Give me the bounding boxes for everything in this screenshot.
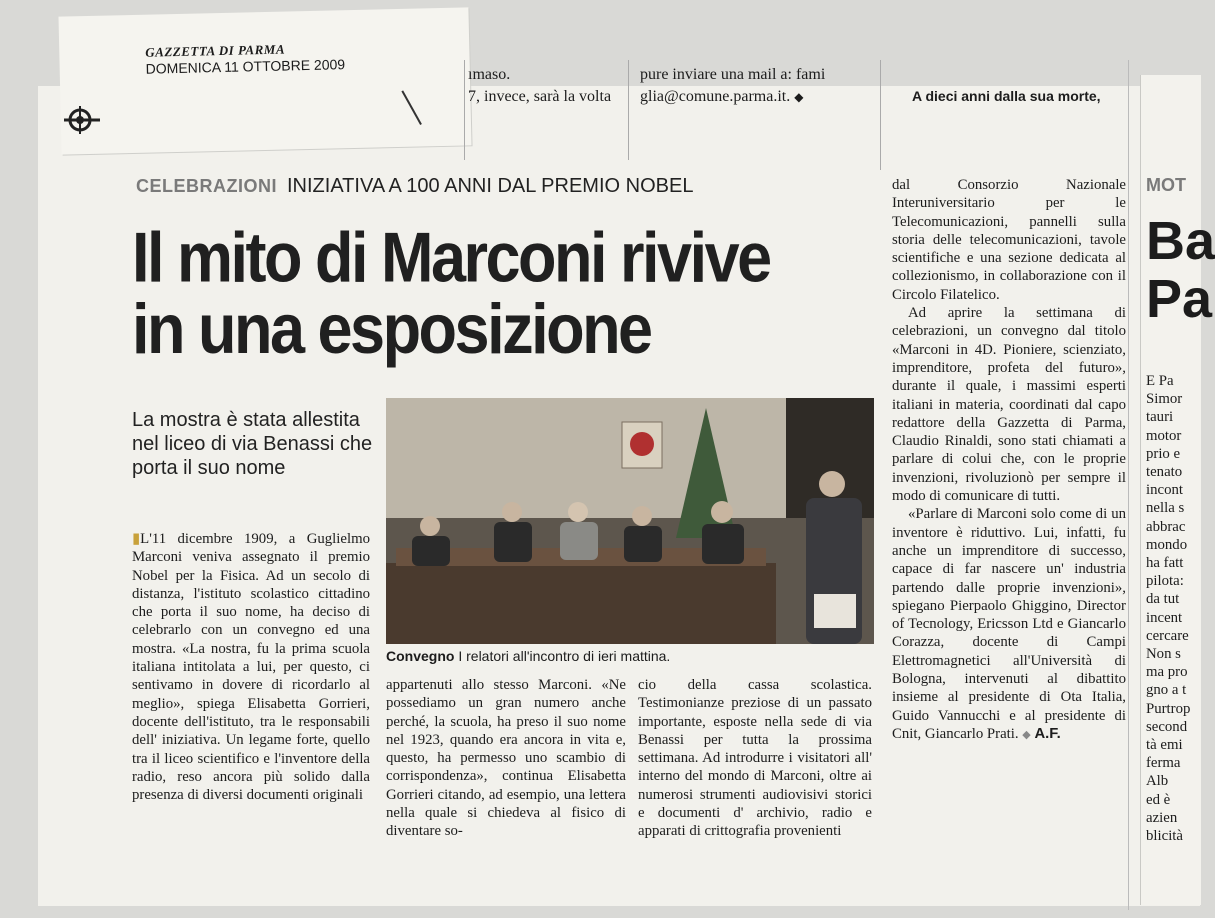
body-text: «Parlare di Marconi solo come di un inventore è riduttivo. Lui, infatti, fu anche un imprenditore di successo, capace di far nascere un' industria partendo dalle proprie invenzioni», spiegano Pierpaolo Ghiggino, Director of Tecnology, Ericsson Ltd e Giancarlo Corazza, docente di Campi Elettromagnetici all'Università di Bologna, intervenuti al dibattito insieme al presidente di Ota Italia, Guido Vannucchi e al presidente di Cnit, Giancarlo Prati. [892,506,1126,742]
adjacent-body-line: mondo [1146,536,1188,553]
article-column-2 [386,676,626,841]
summary: La mostra è stata allestita nel liceo di via Benassi che porta il suo nome [132,409,373,479]
column-rule [1128,60,1129,910]
paragraph-mark-icon: ▮ [132,531,141,547]
fragment-text: A dieci anni dalla sua morte, [912,88,1101,104]
headline [132,218,770,369]
adjacent-body-line: Purtrop [1146,700,1191,717]
body-text: L'11 dicembre 1909, a Guglielmo Marconi veniva assegnato il premio Nobel per la Fisica. Ad un secolo di distanza, l'istituto scolastico cittadino che porta il suo nome, ha deciso di celebrarlo con un convegno ed una mostra. «La nostra, fu la prima scuola italiana intitolata a lui, per questo, ci sentivamo in dovere di ricordarlo al meglio», spiega Elisabetta Gorrieri, docente dell'istituto, tra le responsabili dell' iniziativa. Un legame forte, quello tra il liceo scientifico e l'inventore della radio, reso ancora più solido dalla presenza di diversi documenti originali [132,531,370,804]
article-kicker [136,175,693,198]
adjacent-body-line: ma pro [1146,664,1188,681]
adjacent-body-line: prio e [1146,445,1181,462]
fragment-text: pure inviare una mail a: fami [640,66,826,83]
article-column-3 [638,676,872,841]
fragment-text: 7, invece, sarà la volta [468,88,612,105]
adjacent-body-line: Simor [1146,391,1183,408]
adjacent-body-line: ha fatt [1146,555,1184,572]
adjacent-headline-line: Pa [1146,269,1213,329]
issue-date: DOMENICA 11 OTTOBRE 2009 [145,56,346,77]
event-photo [386,398,874,644]
photo-caption [386,648,670,664]
caption-text: I relatori all'incontro di ieri mattina. [458,648,671,664]
adjacent-body-line: Non s [1146,646,1181,663]
column-rule [880,60,881,170]
source-name: GAZZETTA DI PARMA [145,41,286,60]
adjacent-body-line: Alb [1146,773,1169,790]
caption-label: Convegno [386,648,455,664]
adjacent-body-line: tenato [1146,464,1183,481]
clipping-label [58,7,471,154]
body-text: Ad aprire la settimana di celebrazioni, un convegno dal titolo «Marconi in 4D. Pioniere, scienziato, imprenditore, profeta del futuro», durante il quale, i massimi esperti italiani in materia, coordinati dal capo redattore della Gazzetta di Parma, Claudio Rinaldi, sono stati chiamati a parlare di colui che, con le proprie invenzioni, rivoluzionò per sempre il modo di comunicare di tutti. [892,305,1126,505]
column-rule [628,60,629,160]
kicker-text: INIZIATIVA A 100 ANNI DAL PREMIO NOBEL [287,175,694,197]
conference-image [386,398,874,644]
article-column-4 [892,176,1126,744]
adjacent-body [1146,372,1200,845]
body-text: dal Consorzio Nazionale Interuniversitario per le Telecomunicazioni, pannelli sulla storia delle telecomunicazioni, tavole scientifiche e una sezione dedicata al collezionismo, in collaborazione con il Circolo Filatelico. [892,177,1126,303]
fragment-text: ımaso. [468,66,511,83]
adjacent-headline [1146,211,1215,329]
body-text: appartenuti allo stesso Marconi. «Ne possediamo un gran numero anche perché, la scuola, ha preso il suo nome nel 1923, quando era ancora in vita e, questo, ha permesso uno scambio di corrispondenza», continua Elisabetta Gorrieri citando, ad esempio, una lettera nella quale si chiedeva al fisico di diventare so- [386,677,626,840]
press-logo-icon [62,100,102,140]
adjacent-headline-line: Ba [1146,211,1215,271]
adjacent-body-line: blicità [1146,828,1183,845]
adjacent-body-line: tà emi [1146,737,1183,754]
adjacent-body-line: ferma [1146,755,1181,772]
adjacent-body-line: second [1146,718,1188,735]
adjacent-category: MOT [1146,175,1186,195]
adjacent-body-line: da tut [1146,591,1180,608]
body-text: cio della cassa scolastica. Testimonianze preziose di un passato importante, esposte nella sede di via Benassi per tutta la prossima settimana. Ad introdurre i visitatori all' interno del mondo di Marconi, oltre ai numerosi strumenti audiovisivi storici e documenti d' archivio, radio e apparati di crittografia provenienti [638,677,872,840]
pen-mark-icon [398,88,429,129]
adjacent-body-line: E Pa [1146,373,1174,389]
adjacent-body-line: nella s [1146,500,1185,517]
headline-line: Il mito di Marconi rivive [132,218,770,298]
fragment-text: glia@comune.parma.it. ◆ [640,88,804,105]
adjacent-body-line: incent [1146,609,1183,626]
adjacent-body-line: abbrac [1146,518,1186,535]
article-column-1 [132,530,370,804]
adjacent-body-line: motor [1146,427,1182,444]
adjacent-body-line: incont [1146,482,1183,499]
author-signature: A.F. [1034,725,1061,742]
adjacent-body-line: gno a t [1146,682,1187,699]
end-mark-icon: ◆ [1022,728,1031,741]
adjacent-body-line: tauri [1146,409,1174,426]
adjacent-body-line: pilota: [1146,573,1184,590]
headline-line: in una esposizione [132,290,651,369]
adjacent-body-line: azien [1146,809,1178,826]
adjacent-body-line: cercare [1146,627,1189,644]
category-label: CELEBRAZIONI [136,176,277,196]
column-rule [464,60,465,160]
adjacent-body-line: ed è [1146,791,1171,808]
